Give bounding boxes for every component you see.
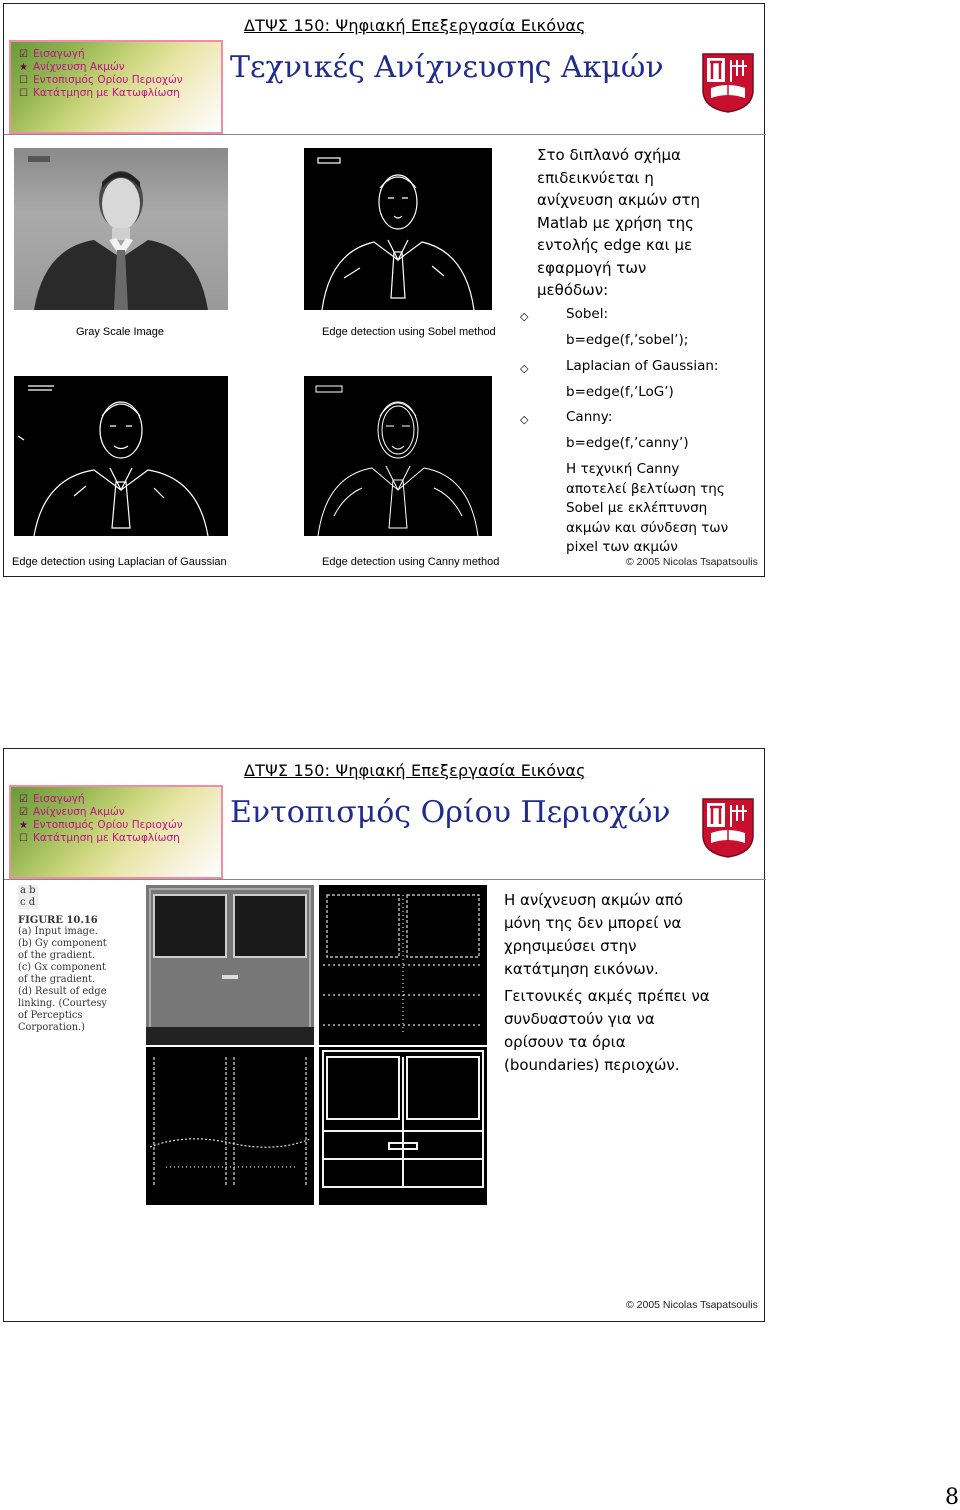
caption-gray: Gray Scale Image xyxy=(76,326,165,338)
nav-item[interactable]: ☑ Εισαγωγή xyxy=(19,793,85,805)
figure-caption-block xyxy=(18,885,107,1034)
checkbox-icon: ☑ xyxy=(19,794,28,805)
van-gy-image xyxy=(319,885,487,1045)
gray-scale-image xyxy=(14,148,228,310)
canny-edge-image xyxy=(304,376,492,536)
sobel-edge-image xyxy=(304,148,492,310)
slide-title: Τεχνικές Ανίχνευσης Ακμών xyxy=(230,50,664,85)
checkbox-icon: ☐ xyxy=(19,75,28,86)
figure-label: FIGURE 10.16 xyxy=(18,915,98,926)
method-canny: Canny: xyxy=(566,409,613,425)
copyright: © 2005 Nicolas Tsapatsoulis xyxy=(626,556,758,568)
diamond-bullet-icon: ◇ xyxy=(520,413,529,426)
caption-sobel: Edge detection using Sobel method xyxy=(322,326,496,338)
checkbox-icon: ☑ xyxy=(19,49,28,60)
nav-item[interactable]: ★ Ανίχνευση Ακμών xyxy=(19,61,125,73)
course-title: ΔΤΨΣ 150: Ψηφιακή Επεξεργασία Εικόνας xyxy=(244,761,586,780)
nav-box xyxy=(9,40,223,134)
diamond-bullet-icon: ◇ xyxy=(520,362,529,375)
nav-list xyxy=(11,42,221,100)
method-sobel: Sobel: xyxy=(566,306,609,322)
university-logo-icon xyxy=(701,797,755,859)
course-title: ΔΤΨΣ 150: Ψηφιακή Επεξεργασία Εικόνας xyxy=(244,16,586,35)
code-log: b=edge(f,’LoG’) xyxy=(566,384,674,400)
intro-text: Στο διπλανό σχήμα επιδεικνύεται η ανίχνευση ακμών στη Matlab με χρήση της εντολής edge και με εφαρμογή των μεθόδων: xyxy=(537,146,700,299)
nav-item[interactable]: ☑ Εισαγωγή xyxy=(19,48,85,60)
code-canny: b=edge(f,’canny’) xyxy=(566,435,689,451)
checkbox-icon: ☐ xyxy=(19,833,28,844)
copyright: © 2005 Nicolas Tsapatsoulis xyxy=(626,1299,758,1311)
divider xyxy=(4,134,766,135)
checkbox-icon: ☐ xyxy=(19,88,28,99)
university-logo-icon xyxy=(701,52,755,114)
van-gx-image xyxy=(146,1047,314,1205)
van-input-image xyxy=(146,885,314,1045)
code-sobel: b=edge(f,’sobel’); xyxy=(566,332,689,348)
paragraph-2: Γειτονικές ακμές πρέπει να συνδυαστούν για να ορίσουν τα όρια (boundaries) περιοχών. xyxy=(504,987,710,1074)
paragraph-1: Η ανίχνευση ακμών από μόνη της δεν μπορεί να χρησιμεύσει στην κατάτμηση εικόνων. xyxy=(504,891,684,978)
nav-item[interactable]: ☐ Κατάτμηση με Κατωφλίωση xyxy=(19,87,180,99)
checkbox-icon: ☑ xyxy=(19,807,28,818)
method-log: Laplacian of Gaussian: xyxy=(566,358,719,374)
diamond-bullet-icon: ◇ xyxy=(520,310,529,323)
figure-caption: (a) Input image. (b) Gy component of the gradient. (c) Gx component of the gradient. (d) Result of edge linking. (Courtesy of Perceptics Corporation.) xyxy=(18,926,107,1033)
nav-item[interactable]: ☐ Εντοπισμός Ορίου Περιοχών xyxy=(19,74,183,86)
caption-canny: Edge detection using Canny method xyxy=(322,556,500,568)
log-edge-image xyxy=(14,376,228,536)
star-icon: ★ xyxy=(19,820,28,831)
star-icon: ★ xyxy=(19,62,28,73)
nav-item[interactable]: ☑ Ανίχνευση Ακμών xyxy=(19,806,125,818)
nav-item[interactable]: ☐ Κατάτμηση με Κατωφλίωση xyxy=(19,832,180,844)
divider xyxy=(4,879,766,880)
page-number: 8 xyxy=(945,1485,959,1510)
van-edge-linking-image xyxy=(319,1047,487,1205)
canny-note: Η τεχνική Canny αποτελεί βελτίωση της Sobel με εκλέπτυνση ακμών και σύνδεση των pixel των ακμών xyxy=(566,461,729,555)
figure-letters: a b c d xyxy=(20,885,36,908)
slide-edge-techniques xyxy=(3,3,765,577)
slide-title: Εντοπισμός Ορίου Περιοχών xyxy=(230,795,671,830)
nav-item[interactable]: ★ Εντοπισμός Ορίου Περιοχών xyxy=(19,819,183,831)
slide-region-boundary xyxy=(3,748,765,1322)
caption-log: Edge detection using Laplacian of Gaussian xyxy=(12,556,227,568)
nav-box xyxy=(9,785,223,879)
nav-list xyxy=(11,787,221,845)
